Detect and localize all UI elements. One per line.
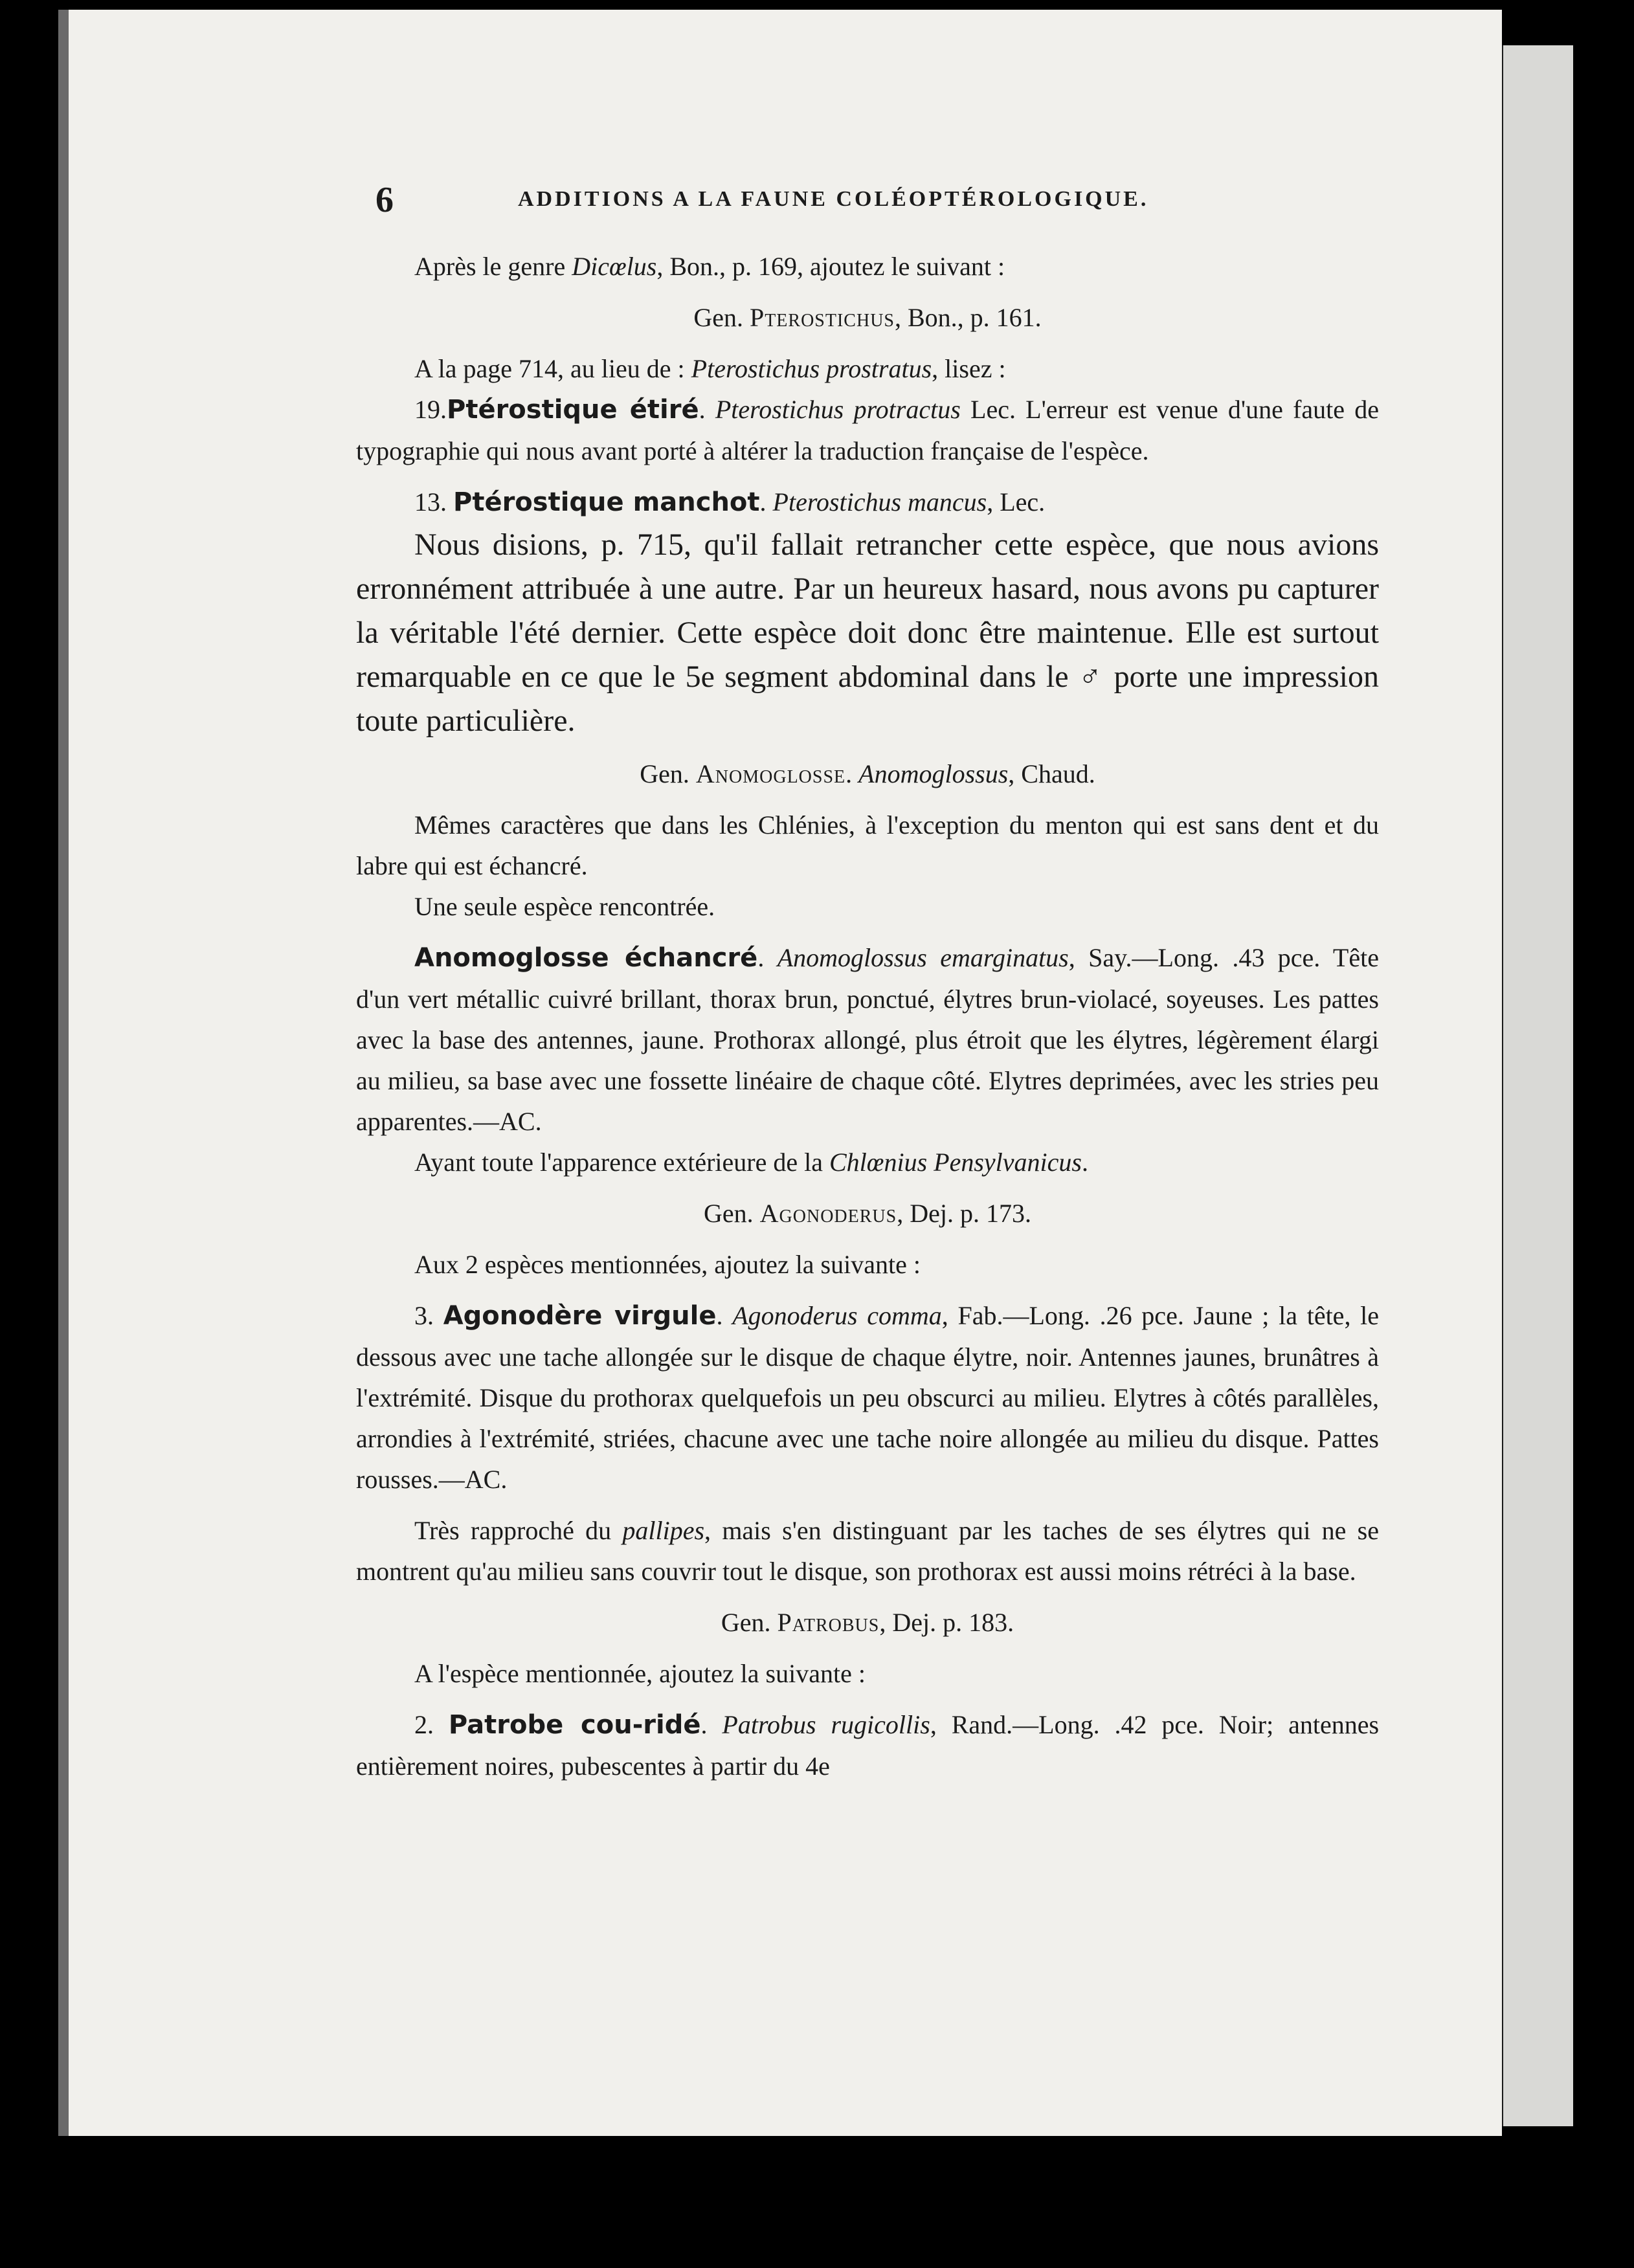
- text-run: 3.: [414, 1301, 443, 1330]
- taxon-name: Pterostichus protractus: [715, 395, 961, 424]
- text-run: Aux 2 espèces mentionnées, ajoutez la suivante :: [414, 1250, 921, 1279]
- genus-heading-anomoglossus: [356, 753, 1379, 794]
- species-entry-3: [356, 1295, 1379, 1500]
- text-run: 13.: [414, 487, 453, 517]
- genus-name: Patrobus: [777, 1608, 880, 1637]
- text-run: , Rand.—Long. .42 pce. Noir; antennes entièrement noires, pubescentes à partir du 4e: [356, 1710, 1380, 1781]
- species-entry-anomoglosse: [356, 937, 1379, 1142]
- text-run: , Chaud.: [1008, 759, 1095, 788]
- species-common-name: Ptérostique manchot: [453, 487, 760, 517]
- species-common-name: Agonodère virgule: [443, 1301, 717, 1331]
- text-run: .: [845, 759, 859, 788]
- text-run: Nous disions, p. 715, qu'il fallait retrancher cette espèce, que nous avions erronnément attribuée à une autre. Par un heureux hasard, nous avons pu capturer la véritable l'été dernier. Cette espèce doit donc être maintenue. Elle est surtout remarquable en ce que le 5e segment abdominal dans le ♂ porte une impression toute particulière.: [356, 528, 1379, 738]
- paragraph-genus-note: [356, 246, 1379, 287]
- text-run: .: [1081, 1148, 1088, 1177]
- taxon-name: Chlœnius Pensylvanicus: [829, 1148, 1082, 1177]
- genus-heading-pterostichus: [356, 297, 1379, 338]
- page-body: [356, 246, 1379, 1786]
- running-head: [375, 179, 1372, 231]
- text-run: A l'espèce mentionnée, ajoutez la suivante :: [414, 1659, 866, 1688]
- book-page: [58, 10, 1502, 2136]
- text-run: .: [700, 1710, 722, 1739]
- text-run: .: [757, 943, 778, 972]
- genus-heading-patrobus: [356, 1602, 1379, 1643]
- species-common-name: Patrobe cou-ridé: [448, 1710, 701, 1740]
- taxon-name: Anomoglossus emarginatus: [777, 943, 1069, 972]
- text-run: Gen.: [640, 759, 696, 788]
- genus-name: Agonoderus: [759, 1199, 897, 1228]
- text-run: , Bon., p. 161.: [895, 303, 1042, 332]
- text-run: .: [759, 487, 773, 517]
- paragraph-large-print: [356, 523, 1379, 743]
- taxon-name: Anomoglossus: [858, 759, 1009, 788]
- text-run: , Dej. p. 183.: [879, 1608, 1014, 1637]
- paragraph-single-species: [356, 886, 1379, 927]
- species-common-name: Ptérostique étiré: [447, 395, 699, 425]
- paragraph-correction: [356, 348, 1379, 389]
- text-run: Très rapproché du: [414, 1516, 623, 1545]
- text-run: 2.: [414, 1710, 449, 1739]
- paragraph-characters: [356, 805, 1379, 886]
- text-run: A la page 714, au lieu de :: [414, 354, 691, 383]
- text-run: Après le genre: [414, 252, 572, 281]
- paragraph-add-species-2: [356, 1653, 1379, 1694]
- text-run: , Bon., p. 169, ajoutez le suivant :: [656, 252, 1005, 281]
- genus-name: Anomoglosse: [695, 759, 846, 788]
- genus-heading-agonoderus: [356, 1193, 1379, 1234]
- text-run: , Lec.: [987, 487, 1046, 517]
- text-run: Mêmes caractères que dans les Chlénies, à l'exception du menton qui est sans dent et du labre qui est échancré.: [356, 810, 1379, 880]
- paragraph-add-species: [356, 1244, 1379, 1285]
- text-run: 19.: [414, 395, 447, 424]
- running-title: ADDITIONS A LA FAUNE COLÉOPTÉROLOGIQUE.: [518, 187, 1149, 211]
- text-run: Gen.: [721, 1608, 778, 1637]
- text-run: .: [716, 1301, 733, 1330]
- text-run: Gen.: [693, 303, 750, 332]
- taxon-name: Agonoderus comma: [732, 1301, 942, 1330]
- taxon-name: Dicœlus: [572, 252, 657, 281]
- text-run: , Say.—Long. .43 pce. Tête d'un vert métallic cuivré brillant, thorax brun, ponctué, élytres brun-violacé, soyeuses. Les pattes avec la base des antennes, jaune. Prothorax allongé, plus étroit que les élytres, légèrement élargi au milieu, sa base avec une fossette linéaire de chaque côté. Elytres deprimées, avec les stries peu apparentes.—AC.: [356, 943, 1379, 1136]
- text-run: , lisez :: [932, 354, 1006, 383]
- text-run: , Dej. p. 173.: [897, 1199, 1031, 1228]
- taxon-name: Pterostichus mancus: [772, 487, 987, 517]
- text-run: .: [699, 395, 715, 424]
- text-run: Lec. L'erreur est venue d'une faute de typographie qui nous avant porté à altérer la traduction française de l'espèce.: [356, 395, 1379, 465]
- paragraph-comparison: [356, 1510, 1379, 1592]
- taxon-name: Patrobus rugicollis: [722, 1710, 930, 1739]
- species-entry-19: [356, 389, 1379, 471]
- text-run: Gen.: [704, 1199, 760, 1228]
- species-common-name: Anomoglosse échancré: [414, 943, 758, 973]
- text-run: , mais s'en distinguant par les taches de ses élytres qui ne se montrent qu'au milieu sans couvrir tout le disque, son prothorax est aussi moins rétréci à la base.: [356, 1516, 1379, 1586]
- text-run: Une seule espèce rencontrée.: [414, 892, 715, 921]
- paragraph-appearance: [356, 1142, 1379, 1183]
- text-run: , Fab.—Long. .26 pce. Jaune ; la tête, le dessous avec une tache allongée sur le disque de chaque élytre, noir. Antennes jaunes, brunâtres à l'extrémité. Disque du prothorax quelquefois un peu obscurci au milieu. Elytres à côtés parallèles, arrondies à l'extrémité, striées, chacune avec une tache noire allongée au milieu du disque. Pattes rousses.—AC.: [356, 1301, 1380, 1494]
- page-number: 6: [375, 180, 394, 220]
- genus-name: Pterostichus: [749, 303, 895, 332]
- taxon-name: pallipes: [622, 1516, 705, 1545]
- species-entry-13: [356, 482, 1379, 523]
- taxon-name: Pterostichus prostratus: [691, 354, 932, 383]
- species-entry-2: [356, 1704, 1379, 1786]
- text-run: Ayant toute l'apparence extérieure de la: [414, 1148, 829, 1177]
